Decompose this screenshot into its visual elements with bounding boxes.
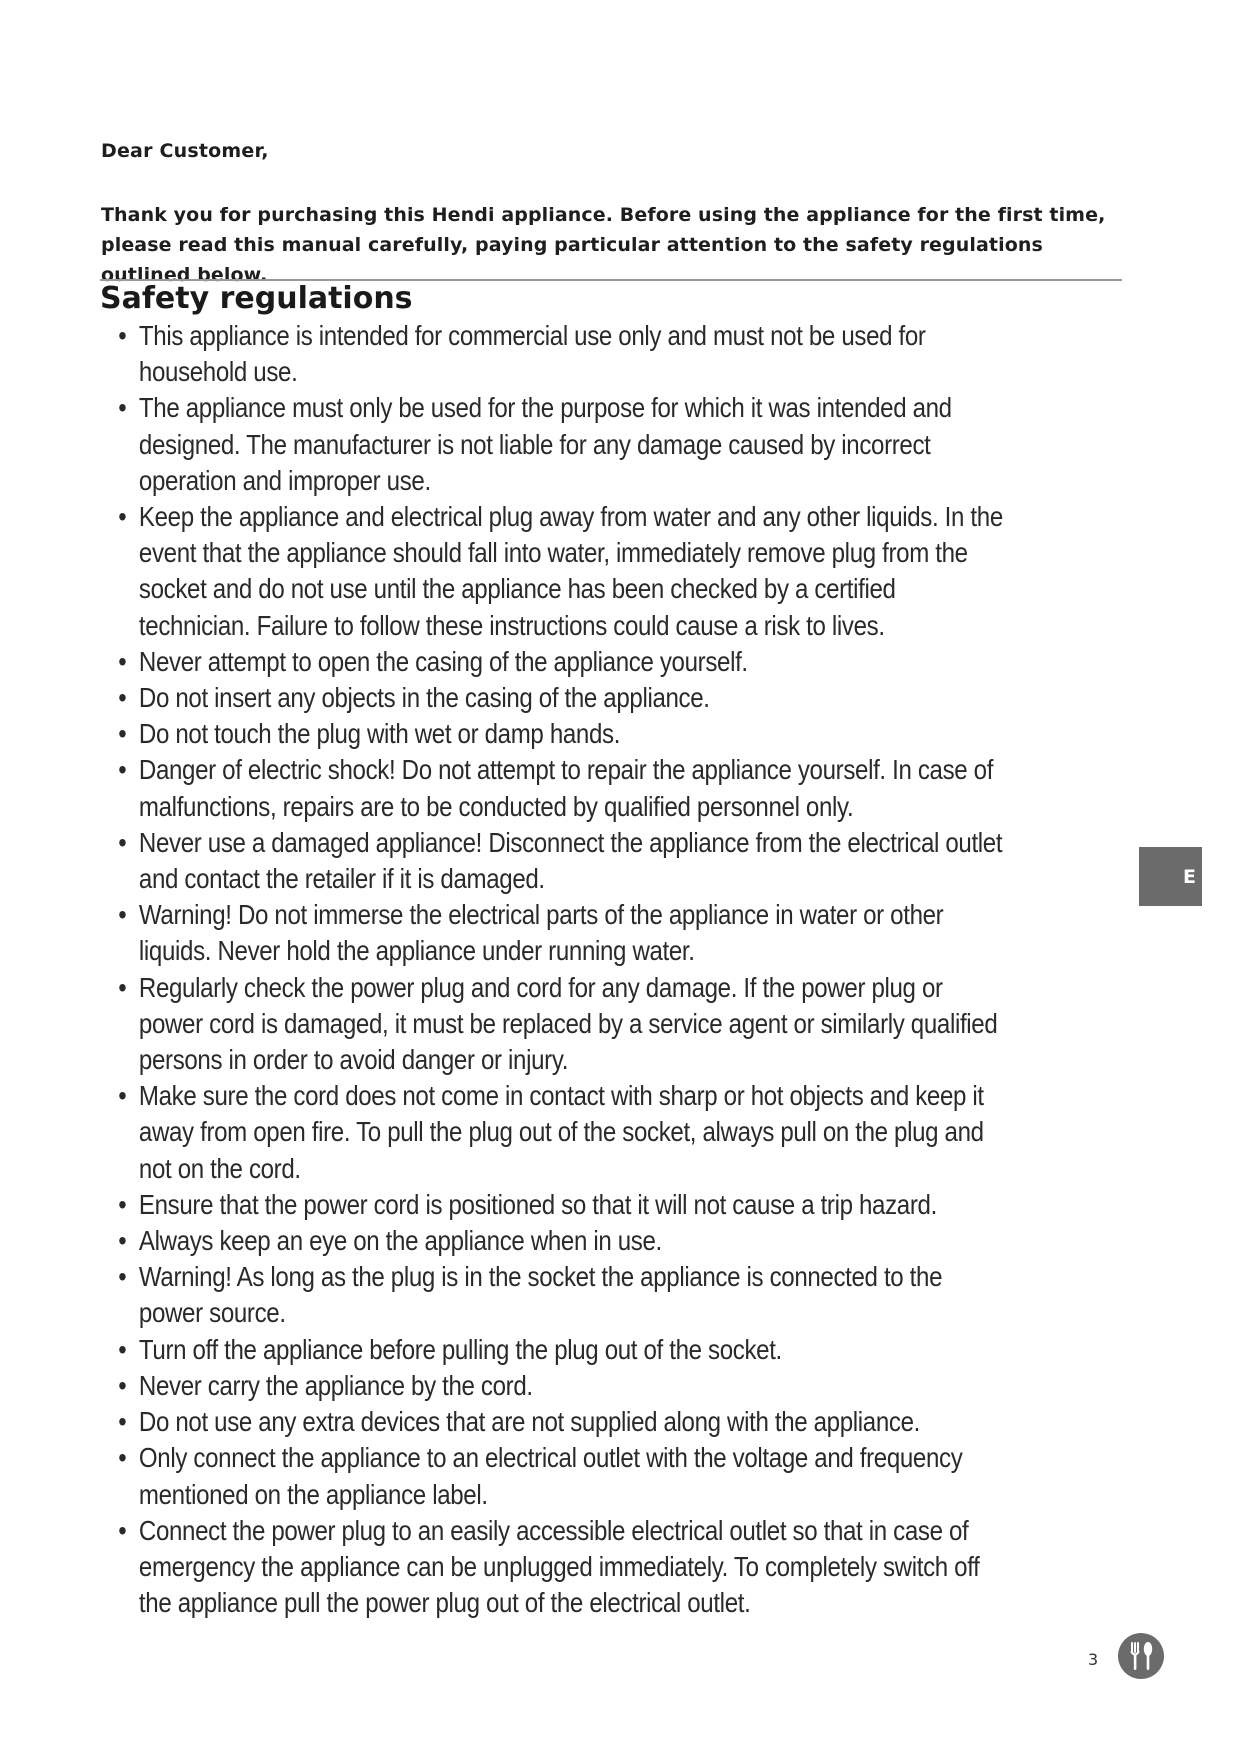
- list-item-text: Ensure that the power cord is positioned so that it will not cause a trip hazard.: [138, 1188, 937, 1220]
- list-item-text: Never attempt to open the casing of the appliance yourself.: [138, 645, 748, 677]
- bullet-icon: •: [118, 1225, 127, 1257]
- bullet-icon: •: [118, 501, 127, 533]
- greeting: Dear Customer,: [101, 140, 269, 162]
- list-item-text: Only connect the appliance to an electrical outlet with the voltage and frequency mentioned on the appliance label.: [138, 1442, 963, 1510]
- list-item: [120, 390, 1004, 499]
- bullet-icon: •: [118, 1080, 127, 1112]
- language-tab: [1139, 847, 1202, 906]
- list-item: [120, 318, 1004, 390]
- section-heading: Safety regulations: [100, 281, 413, 316]
- language-tab-label: E: [1183, 865, 1196, 888]
- safety-rules-list: [120, 318, 1004, 1621]
- list-item-text: Keep the appliance and electrical plug away from water and any other liquids. In the event that the appliance should fall into water, immediately remove plug from the socket and do not use until the appliance has been checked by a certified technician. Failure to follow these instructions could cause a risk to lives.: [138, 501, 1003, 641]
- list-item-text: Do not insert any objects in the casing of the appliance.: [138, 682, 710, 714]
- bullet-icon: •: [118, 754, 127, 786]
- list-item-text: This appliance is intended for commercial use only and must not be used for household use.: [138, 320, 926, 388]
- list-item-text: The appliance must only be used for the purpose for which it was intended and designed. The manufacturer is not liable for any damage caused by incorrect operation and improper use.: [138, 392, 952, 496]
- list-item-text: Warning! Do not immerse the electrical parts of the appliance in water or other liquids. Never hold the appliance under running water.: [138, 899, 944, 967]
- list-item-text: Do not touch the plug with wet or damp hands.: [138, 718, 621, 750]
- list-item: [120, 1259, 1004, 1331]
- bullet-icon: •: [118, 971, 127, 1003]
- list-item-text: Warning! As long as the plug is in the socket the appliance is connected to the power source.: [138, 1261, 943, 1329]
- list-item: [120, 1404, 1004, 1440]
- bullet-icon: •: [118, 1369, 127, 1401]
- list-item: [120, 644, 1004, 680]
- bullet-icon: •: [118, 682, 127, 714]
- cutlery-logo-icon: [1117, 1632, 1165, 1680]
- bullet-icon: •: [118, 1261, 127, 1293]
- list-item-text: Do not use any extra devices that are not supplied along with the appliance.: [138, 1406, 920, 1438]
- list-item: [120, 1368, 1004, 1404]
- list-item: [120, 1513, 1004, 1622]
- list-item-text: Turn off the appliance before pulling the plug out of the socket.: [138, 1333, 782, 1365]
- bullet-icon: •: [118, 1406, 127, 1438]
- page-number: 3: [1088, 1650, 1099, 1669]
- list-item: [120, 752, 1004, 824]
- list-item-text: Never use a damaged appliance! Disconnect the appliance from the electrical outlet and contact the retailer if it is damaged.: [138, 826, 1003, 895]
- bullet-icon: •: [118, 1442, 127, 1474]
- list-item: [120, 499, 1004, 644]
- list-item: [120, 716, 1004, 752]
- bullet-icon: •: [118, 1333, 127, 1365]
- list-item-text: Never carry the appliance by the cord.: [138, 1369, 533, 1401]
- bullet-icon: •: [118, 1188, 127, 1220]
- bullet-icon: •: [118, 826, 127, 858]
- bullet-icon: •: [118, 645, 127, 677]
- list-item-text: Danger of electric shock! Do not attempt to repair the appliance yourself. In case of malfunctions, repairs are to be conducted by qualified personnel only.: [138, 754, 994, 822]
- list-item: [120, 1223, 1004, 1259]
- bullet-icon: •: [118, 718, 127, 750]
- bullet-icon: •: [118, 899, 127, 931]
- list-item-text: Always keep an eye on the appliance when in use.: [138, 1225, 662, 1257]
- list-item: [120, 1332, 1004, 1368]
- list-item: [120, 825, 1004, 897]
- bullet-icon: •: [118, 392, 127, 424]
- list-item-text: Connect the power plug to an easily accessible electrical outlet so that in case of emergency the appliance can be unplugged immediately. To completely switch off the appliance pull the power plug out of the electrical outlet.: [138, 1514, 980, 1619]
- list-item: [120, 1440, 1004, 1512]
- bullet-icon: •: [118, 320, 127, 351]
- list-item: [120, 680, 1004, 716]
- list-item-text: Make sure the cord does not come in contact with sharp or hot objects and keep it away from open fire. To pull the plug out of the socket, always pull on the plug and not on the cord.: [138, 1080, 984, 1184]
- list-item: [120, 970, 1004, 1079]
- list-item: [120, 1078, 1004, 1187]
- list-item: [120, 897, 1004, 969]
- intro-paragraph: Thank you for purchasing this Hendi appliance. Before using the appliance for the first time, please read this manual carefully, paying particular attention to the safety regulations outlined below.: [101, 204, 1106, 286]
- list-item-text: Regularly check the power plug and cord for any damage. If the power plug or power cord is damaged, it must be replaced by a service agent or similarly qualified persons in order to avoid danger or injury.: [138, 971, 998, 1076]
- list-item: [120, 1187, 1004, 1223]
- bullet-icon: •: [118, 1514, 127, 1546]
